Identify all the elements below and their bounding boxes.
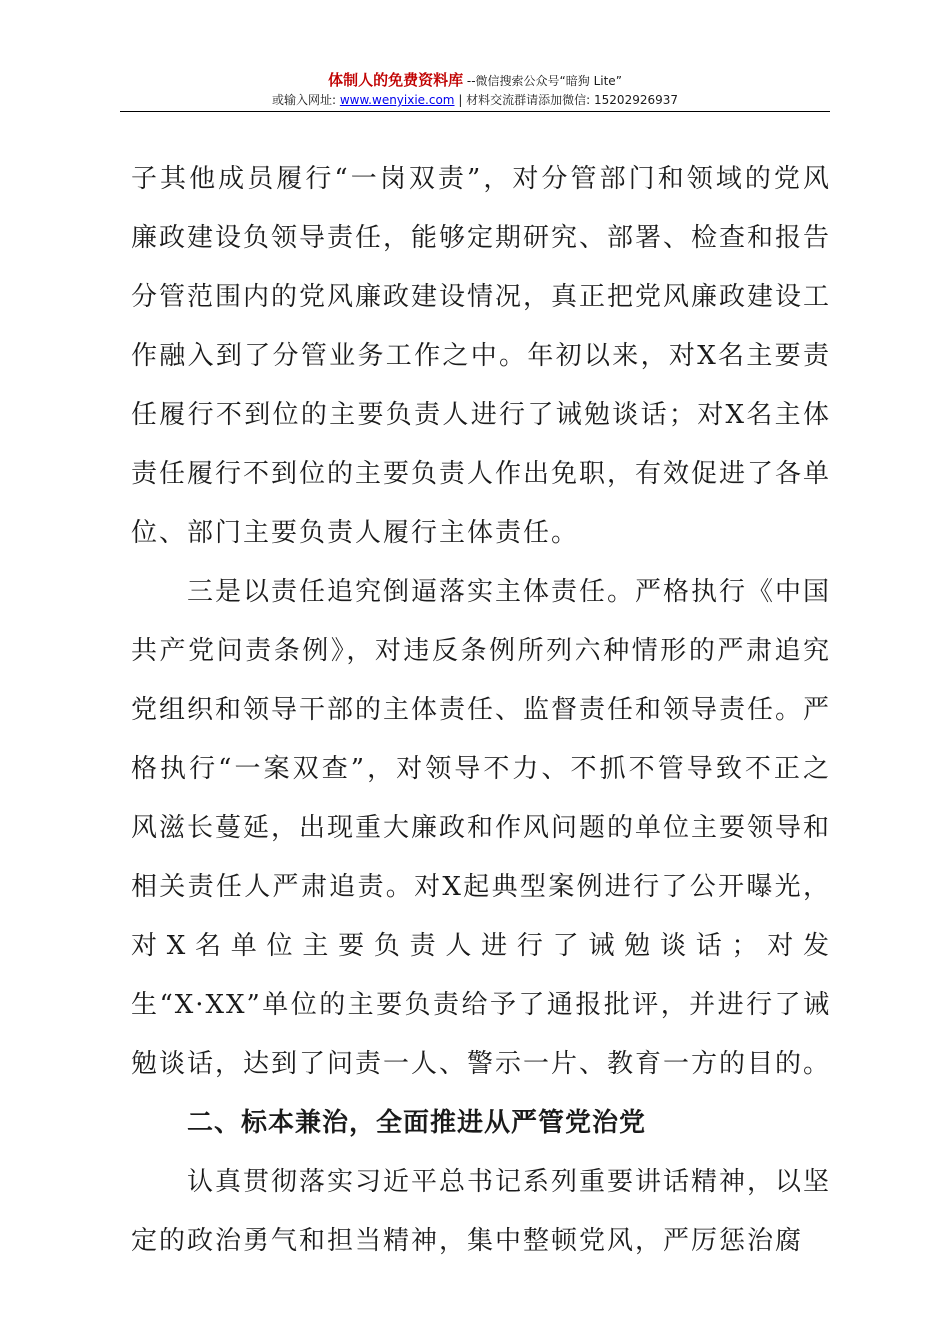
site-name: 体制人的免费资料库	[328, 71, 464, 89]
site-url-link[interactable]: www.wenyixie.com	[339, 93, 455, 107]
document-body	[131, 150, 831, 1271]
url-prefix: 或输入网址:	[271, 93, 340, 107]
body-paragraph: 三是以责任追究倒逼落实主体责任。严格执行《中国共产党问责条例》，对违反条例所列六种情形的严肃追究党组织和领导干部的主体责任、监督责任和领导责任。严格执行“一案双查”，对领导不力、不抓不管导致不正之风滋长蔓延，出现重大廉政和作风问题的单位主要领导和相关责任人严肃追责。对X起典型案例进行了公开曝光，对X名单位主要负责人进行了诫勉谈话；对发生“X·XX”单位的主要负责给予了通报批评，并进行了诫勉谈话，达到了问责一人、警示一片、教育一方的目的。	[131, 577, 832, 1079]
page-header	[120, 70, 830, 109]
header-title-line	[120, 70, 830, 91]
section-heading: 二、标本兼治，全面推进从严管党治党	[187, 1108, 647, 1138]
contact-info: | 材料交流群请添加微信: 15202926937	[454, 93, 679, 107]
body-paragraph-closing: 认真贯彻落实习近平总书记系列重要讲话精神，以坚定的政治勇气和担当精神，集中整顿党风，严厉惩治腐	[131, 1167, 832, 1256]
header-divider	[120, 111, 830, 112]
body-paragraph-continued: 子其他成员履行“一岗双责”，对分管部门和领域的党风廉政建设负领导责任，能够定期研究、部署、检查和报告分管范围内的党风廉政建设情况，真正把党风廉政建设工作融入到了分管业务工作之中。年初以来，对X名主要责任履行不到位的主要负责人进行了诫勉谈话；对X名主体责任履行不到位的主要负责人作出免职，有效促进了各单位、部门主要负责人履行主体责任。	[131, 164, 832, 548]
site-note: --微信搜索公众号“暗狗 Lite”	[463, 74, 622, 88]
header-contact-line	[120, 91, 830, 109]
